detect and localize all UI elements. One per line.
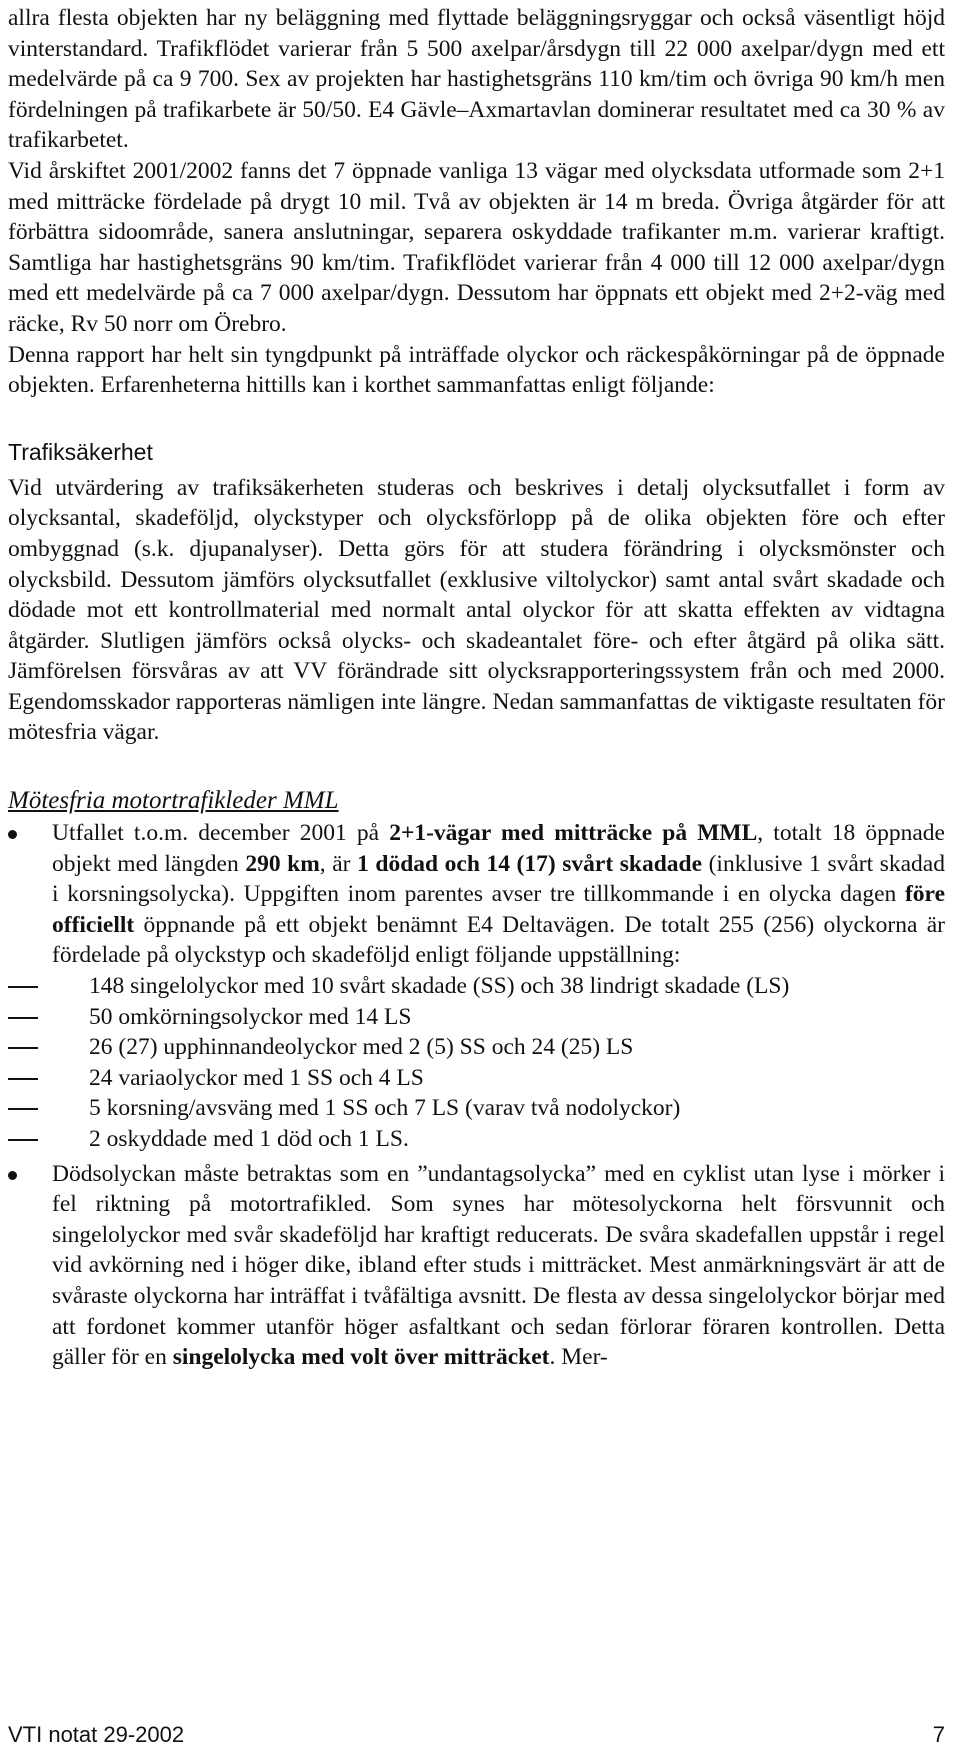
dash-item-text: 2 oskyddade med 1 död och 1 LS. <box>89 1126 409 1152</box>
document-page <box>8 0 945 1373</box>
intro-paragraph-2: Vid årskiftet 2001/2002 fanns det 7 öppnade vanliga 13 vägar med olycksdata utformade som 2+1 med mitträcke fördelade på drygt 10 mil. Två av objekten är 14 m breda. Övriga åtgärder för att förbättra sidoområde, sanera anslutningar, separera oskyddade trafikanter m.m. varierar kraftigt. Samtliga har hastighetsgräns 90 km/tim. Trafikflödet varierar från 4 000 till 12 000 axelpar/dygn med ett medelvärde på ca 7 000 axelpar/dygn. Dessutom har öppnats ett objekt med 2+2-väg med räcke, Rv 50 norr om Örebro. <box>8 157 945 337</box>
footer-report-id: VTI notat 29-2002 <box>8 1722 185 1747</box>
bullet-dot-icon <box>8 830 17 839</box>
bullet1-bold-casualties: 1 dödad och 14 (17) svårt skadade <box>357 850 703 877</box>
mml-bullet-list <box>8 818 945 1373</box>
bullet2-text-1: Dödsolyckan måste betraktas som en ”undantagsolycka” med en cyklist utan lyse i mörker i fel riktning på motortrafikled. Som synes har mötesolyckorna helt försvunnit och singelolyckor med svår skadeföljd har kraftigt reducerats. De svåra skadefallen uppstår i regel vid avkörning ned i höger dike, ibland efter studs i mitträcket. Mest anmärkningsvärt är att de svåraste olyckorna har inträffat i tvåfältiga avsnitt. De flesta av dessa singelolyckor börjar med att fordonet kommer utanför höger asfaltkant och sedan förlorar föraren kontrollen. Detta gäller för en <box>52 1160 945 1371</box>
section-heading-mml: Mötesfria motortrafikleder MML <box>8 787 339 815</box>
accident-type-list <box>52 971 945 1155</box>
bullet1-text-2: , totalt 18 öppnade objekt med längden <box>52 820 945 877</box>
bullet1-bold-length: 290 km <box>245 850 320 877</box>
dash-item-text: 5 korsning/avsväng med 1 SS och 7 LS (varav två nodolyckor) <box>89 1095 681 1122</box>
dash-item-text: 26 (27) upphinnandeolyckor med 2 (5) SS och 24 (25) LS <box>89 1034 634 1061</box>
bullet-outcome-text <box>52 818 945 971</box>
intro-paragraph-1: allra flesta objekten har ny beläggning med flyttade beläggningsryggar och också väsentligt höjd vinterstandard. Trafikflödet varierar från 5 500 axelpar/årsdygn till 22 000 axelpar/dygn med ett medelvärde på ca 9 700. Sex av projekten har hastighetsgräns 110 km/tim och övriga 90 km/h men fördelningen på trafikarbete är 50/50. E4 Gävle–Axmartavlan dominerar resultatet med ca 30 % av trafikarbetet. <box>8 5 945 154</box>
bullet1-text-1: Utfallet t.o.m. december 2001 på <box>52 820 390 847</box>
dash-list-item <box>8 971 945 1002</box>
bullet2-bold-rollover: singelolycka med volt över mitträcket <box>172 1344 550 1371</box>
footer-page-number: 7 <box>932 1722 945 1747</box>
dash-item-text: 50 omkörningsolyckor med 14 LS <box>89 1003 412 1030</box>
traffic-safety-paragraph: Vid utvärdering av trafiksäkerheten studeras och beskrives i detalj olycksutfallet i form av olycksantal, skadeföljd, olyckstyper och olycksförlopp på de olika objekten före och efter ombyggnad (s.k. djupanalyser). Detta görs för att studera förändring i olycksmönster och olycksbild. Dessutom jämförs olycksutfallet (exklusive viltolyckor) samt antal svårt skadade och dödade mot ett kontrollmaterial med normalt antal olyckor för att skatta effekten av vidtagna åtgärder. Slutligen jämförs också olycks- och skadeantalet före- och efter åtgärd på olika sätt. Jämförelsen försvåras av att VV förändrade sitt olycksrapporteringssystem från och med 2000. Egendomsskador rapporteras nämligen inte längre. Nedan sammanfattas de viktigaste resultaten för mötesfria vägar. <box>8 474 945 746</box>
dash-item-text: 148 singelolyckor med 10 svårt skadade (SS) och 38 lindrigt skadade (LS) <box>89 973 790 1000</box>
dash-list-item <box>8 1063 945 1094</box>
dash-list-item <box>8 1093 945 1124</box>
bullet-fatality-text <box>52 1159 945 1373</box>
bullet-item-fatality <box>8 1159 945 1373</box>
bullet1-text-4: (inklusive 1 svårt skadad i korsningsolycka). Uppgiften inom parentes avser tre tillkommande i en olycka dagen <box>52 850 945 908</box>
bullet1-bold-before-official: före officiellt <box>52 881 945 938</box>
bullet1-bold-road-type: 2+1-vägar med mitträcke på MML <box>389 820 758 847</box>
bullet-item-outcome <box>8 818 945 1155</box>
dash-list-item <box>8 1032 945 1063</box>
bullet-dot-icon <box>8 1171 17 1180</box>
bullet1-text-3: , är <box>319 850 358 877</box>
dash-list-item <box>8 1002 945 1033</box>
intro-paragraph-3: Denna rapport har helt sin tyngdpunkt på inträffade olyckor och räckespåkörningar på de öppnade objekten. Erfarenheterna hittills kan i korthet sammanfattas enligt följande: <box>8 341 945 399</box>
dash-icon <box>8 1047 38 1049</box>
dash-icon <box>8 1017 38 1019</box>
dash-list-item <box>8 1124 945 1155</box>
section-heading-traffic-safety: Trafiksäkerhet <box>8 438 153 465</box>
dash-icon <box>8 1139 38 1141</box>
dash-icon <box>8 1078 38 1080</box>
dash-item-text: 24 variaolyckor med 1 SS och 4 LS <box>89 1064 424 1091</box>
dash-icon <box>8 1108 38 1110</box>
bullet1-text-5: öppnande på ett objekt benämnt E4 Deltavägen. De totalt 255 (256) olyckorna är fördelade på olyckstyp och skadeföljd enligt följande uppställning: <box>52 911 945 969</box>
dash-icon <box>8 986 38 988</box>
bullet2-text-2: . Mer- <box>549 1344 608 1371</box>
